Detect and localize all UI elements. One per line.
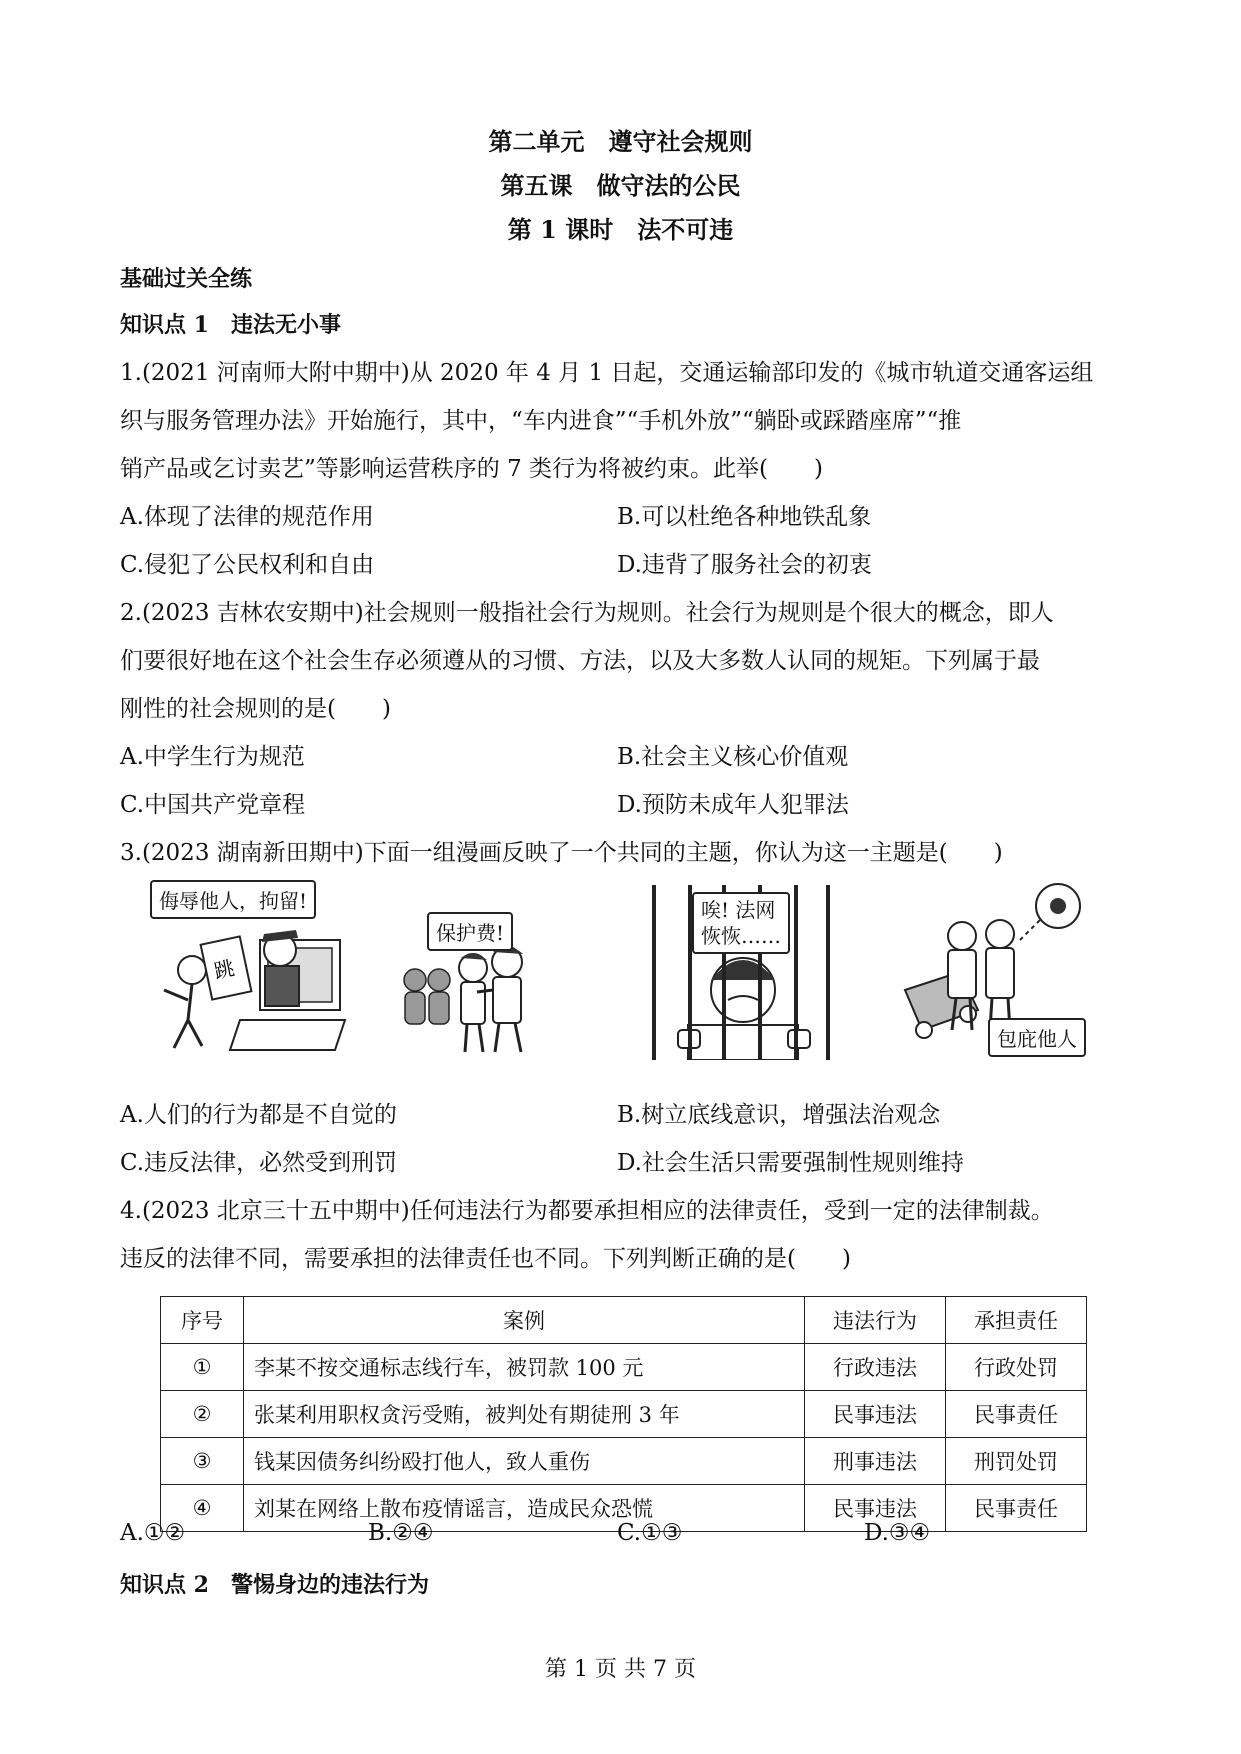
q2-line: 刚性的社会规则的是( ) [120,696,391,722]
q1-line: 销产品或乞讨卖艺”等影响运营秩序的 7 类行为将被约束。此举( ) [120,456,823,482]
comic-panel-harbor [900,880,1095,1060]
q2-line: 2.(2023 吉林农安期中)社会规则一般指社会行为规则。社会行为规则是个很大的概念，即人 [120,600,1054,626]
table-cell: 行政违法 [805,1344,946,1391]
table-cell: ④ [161,1485,244,1532]
knowledge-point-2: 知识点 2 警惕身边的违法行为 [120,1572,429,1598]
table-cell: 刘某在网络上散布疫情谣言，造成民众恐慌 [244,1485,805,1532]
table-cell: 刑事违法 [805,1438,946,1485]
q3-option-c[interactable]: C.违反法律，必然受到刑罚 [120,1150,398,1176]
q4-option-a[interactable]: A.①② [120,1520,186,1546]
table-cell: 民事责任 [946,1391,1087,1438]
comic-panel-prison [648,880,833,1060]
q2-option-a[interactable]: A.中学生行为规范 [120,744,305,770]
period-title: 第 1 课时 法不可违 [507,215,734,244]
section-heading: 基础过关全练 [120,266,253,292]
table-row [161,1438,1087,1485]
table-cell: ① [161,1344,244,1391]
q4-option-d[interactable]: D.③④ [864,1520,931,1546]
comic-protection-illustration [395,880,545,1060]
q2-option-c[interactable]: C.中国共产党章程 [120,792,306,818]
table-cell: 行政处罚 [946,1344,1087,1391]
comic-sign-text: 跳 [211,955,237,984]
table-header-cell: 违法行为 [805,1297,946,1344]
q3-option-b[interactable]: B.树立底线意识，增强法治观念 [617,1102,941,1128]
q3-line: 3.(2023 湖南新田期中)下面一组漫画反映了一个共同的主题，你认为这一主题是( ) [120,840,1003,866]
comic-panel-insult [150,880,350,1060]
q4-line: 违反的法律不同，需要承担的法律责任也不同。下列判断正确的是( ) [120,1246,851,1272]
unit-title: 第二单元 遵守社会规则 [488,127,753,156]
q1-line: 1.(2021 河南师大附中期中)从 2020 年 4 月 1 日起，交通运输部印发的《城市轨道交通客运组 [120,360,1094,386]
q1-option-b[interactable]: B.可以杜绝各种地铁乱象 [617,504,872,530]
comic-bubble-prison-line1: 唉! 法网 [701,898,776,922]
table-cell: ③ [161,1438,244,1485]
q1-option-d[interactable]: D.违背了服务社会的初衷 [617,552,872,578]
q1-line: 织与服务管理办法》开始施行，其中，“车内进食”“手机外放”“躺卧或踩踏座席”“推 [120,408,962,434]
table-header-cell: 序号 [161,1297,244,1344]
knowledge-point-1: 知识点 1 违法无小事 [120,312,341,338]
q3-option-a[interactable]: A.人们的行为都是不自觉的 [120,1102,397,1128]
table-cell: 民事违法 [805,1485,946,1532]
table-cell: 钱某因债务纠纷殴打他人，致人重伤 [244,1438,805,1485]
comic-bubble-prison-line2: 恢恢…… [701,924,781,948]
q4-option-b[interactable]: B.②④ [368,1520,434,1546]
q4-line: 4.(2023 北京三十五中期中)任何违法行为都要承担相应的法律责任，受到一定的法律制裁。 [120,1198,1054,1224]
q2-option-d[interactable]: D.预防未成年人犯罪法 [617,792,849,818]
table-header-cell: 承担责任 [946,1297,1087,1344]
table-row [161,1344,1087,1391]
table-cell: 民事违法 [805,1391,946,1438]
table-cell: ② [161,1391,244,1438]
comic-bubble-harbor: 包庇他人 [988,1018,1086,1057]
comic-bubble-insult: 侮辱他人，拘留! [150,880,316,919]
table-cell: 张某利用职权贪污受贿，被判处有期徒刑 3 年 [244,1391,805,1438]
comic-bubble-prison [692,892,790,954]
q4-option-c[interactable]: C.①③ [617,1520,683,1546]
table-cell: 民事责任 [946,1485,1087,1532]
comic-panel-protection [395,880,545,1060]
table-row [161,1391,1087,1438]
lesson-title: 第五课 做守法的公民 [500,171,741,200]
table-cell: 李某不按交通标志线行车，被罚款 100 元 [244,1344,805,1391]
q1-option-c[interactable]: C.侵犯了公民权利和自由 [120,552,375,578]
comic-bubble-protection: 保护费! [427,912,513,951]
q3-option-d[interactable]: D.社会生活只需要强制性规则维持 [617,1150,964,1176]
table-header-cell: 案例 [244,1297,805,1344]
q2-line: 们要很好地在这个社会生存必须遵从的习惯、方法，以及大多数人认同的规矩。下列属于最 [120,648,1040,674]
table-header-row [161,1297,1087,1344]
q2-option-b[interactable]: B.社会主义核心价值观 [617,744,849,770]
table-cell: 刑罚处罚 [946,1438,1087,1485]
q1-option-a[interactable]: A.体现了法律的规范作用 [120,504,374,530]
page-footer: 第 1 页 共 7 页 [545,1657,696,1682]
q4-table [160,1296,1087,1532]
